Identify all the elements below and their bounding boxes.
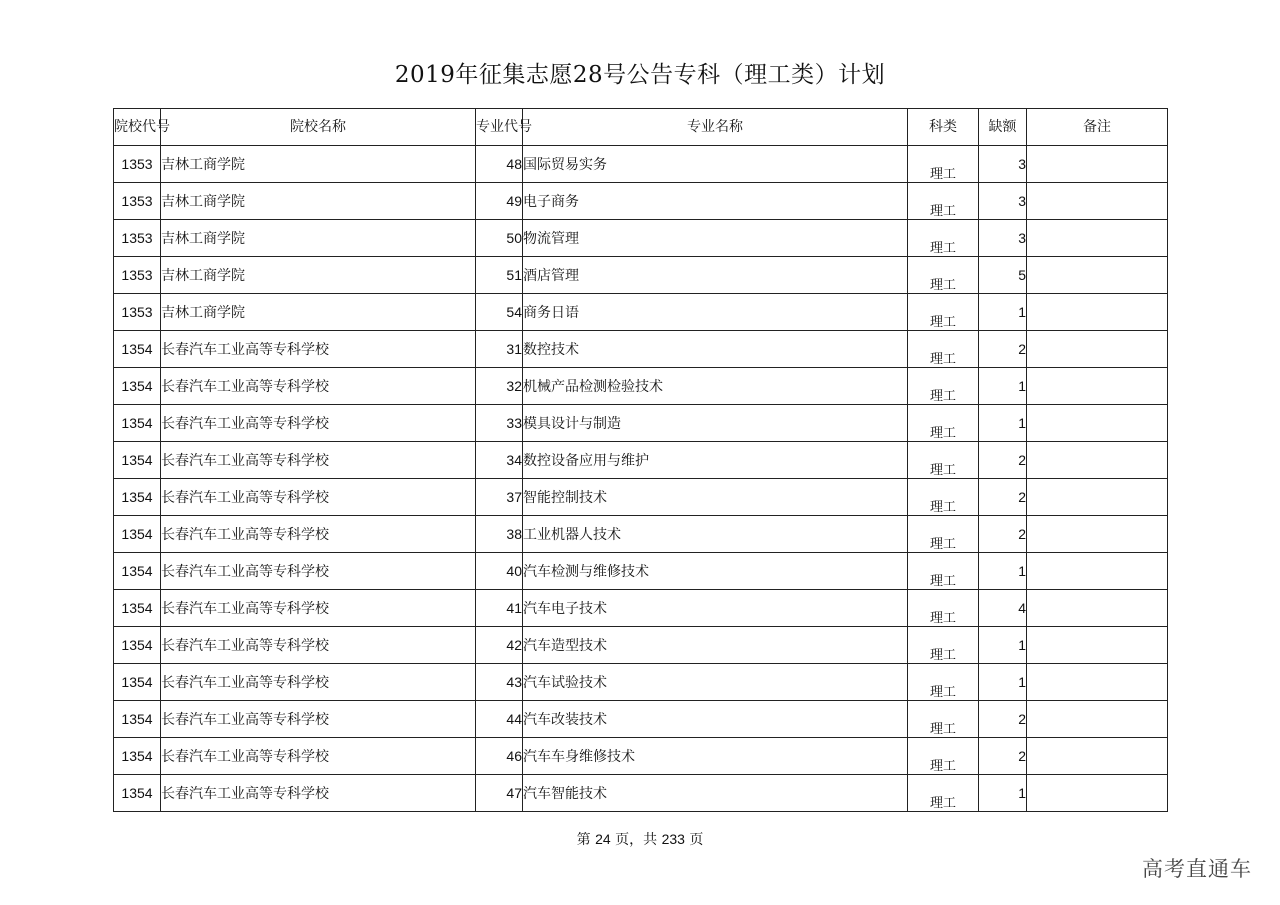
cell-school-code: 1354 <box>114 516 161 553</box>
cell-remarks <box>1027 627 1168 664</box>
cell-remarks <box>1027 294 1168 331</box>
cell-school-code: 1354 <box>114 590 161 627</box>
table-row <box>114 701 1168 738</box>
cell-remarks <box>1027 738 1168 775</box>
cell-school-code: 1354 <box>114 405 161 442</box>
cell-major-name: 数控技术 <box>523 331 908 368</box>
table-row <box>114 442 1168 479</box>
cell-major-name: 汽车造型技术 <box>523 627 908 664</box>
footer-suffix: 页 <box>689 832 704 848</box>
cell-category: 理工 <box>908 516 979 553</box>
cell-major-name: 汽车电子技术 <box>523 590 908 627</box>
header-school-code: 院校代号 <box>114 109 161 146</box>
cell-vacancies: 1 <box>979 405 1027 442</box>
cell-category: 理工 <box>908 775 979 812</box>
cell-school-name: 长春汽车工业高等专科学校 <box>161 516 476 553</box>
header-major-code: 专业代号 <box>476 109 523 146</box>
cell-vacancies: 4 <box>979 590 1027 627</box>
cell-school-code: 1354 <box>114 664 161 701</box>
cell-major-code: 34 <box>476 442 523 479</box>
footer-page-number: 24 <box>595 831 611 847</box>
cell-category: 理工 <box>908 627 979 664</box>
table-row <box>114 331 1168 368</box>
footer-middle: 页，共 <box>615 832 658 848</box>
cell-major-code: 51 <box>476 257 523 294</box>
cell-category: 理工 <box>908 368 979 405</box>
cell-major-name: 酒店管理 <box>523 257 908 294</box>
cell-remarks <box>1027 479 1168 516</box>
cell-major-code: 38 <box>476 516 523 553</box>
table-row <box>114 516 1168 553</box>
table-row <box>114 183 1168 220</box>
cell-vacancies: 5 <box>979 257 1027 294</box>
cell-category: 理工 <box>908 553 979 590</box>
cell-category: 理工 <box>908 479 979 516</box>
cell-remarks <box>1027 146 1168 183</box>
cell-remarks <box>1027 257 1168 294</box>
cell-vacancies: 3 <box>979 183 1027 220</box>
cell-remarks <box>1027 516 1168 553</box>
cell-school-code: 1353 <box>114 220 161 257</box>
cell-remarks <box>1027 220 1168 257</box>
cell-major-name: 电子商务 <box>523 183 908 220</box>
table-row <box>114 368 1168 405</box>
table-row <box>114 146 1168 183</box>
cell-major-code: 41 <box>476 590 523 627</box>
cell-vacancies: 2 <box>979 479 1027 516</box>
cell-school-name: 吉林工商学院 <box>161 183 476 220</box>
cell-major-name: 工业机器人技术 <box>523 516 908 553</box>
cell-school-code: 1354 <box>114 738 161 775</box>
watermark-text: 高考直通车 <box>1142 857 1252 881</box>
cell-school-name: 长春汽车工业高等专科学校 <box>161 590 476 627</box>
cell-vacancies: 1 <box>979 775 1027 812</box>
cell-vacancies: 3 <box>979 220 1027 257</box>
cell-category: 理工 <box>908 183 979 220</box>
cell-school-code: 1354 <box>114 368 161 405</box>
cell-vacancies: 2 <box>979 701 1027 738</box>
cell-school-name: 长春汽车工业高等专科学校 <box>161 442 476 479</box>
cell-major-code: 33 <box>476 405 523 442</box>
cell-major-name: 模具设计与制造 <box>523 405 908 442</box>
cell-school-code: 1354 <box>114 442 161 479</box>
cell-school-name: 长春汽车工业高等专科学校 <box>161 553 476 590</box>
cell-school-code: 1354 <box>114 627 161 664</box>
cell-vacancies: 2 <box>979 331 1027 368</box>
cell-major-code: 31 <box>476 331 523 368</box>
cell-remarks <box>1027 183 1168 220</box>
cell-school-code: 1353 <box>114 146 161 183</box>
document-title: 2019年征集志愿28号公告专科（理工类）计划 <box>394 62 886 88</box>
cell-school-name: 吉林工商学院 <box>161 146 476 183</box>
cell-vacancies: 2 <box>979 442 1027 479</box>
cell-school-name: 长春汽车工业高等专科学校 <box>161 627 476 664</box>
cell-major-name: 商务日语 <box>523 294 908 331</box>
cell-remarks <box>1027 331 1168 368</box>
cell-major-code: 43 <box>476 664 523 701</box>
cell-remarks <box>1027 701 1168 738</box>
cell-major-code: 37 <box>476 479 523 516</box>
cell-remarks <box>1027 775 1168 812</box>
cell-school-code: 1353 <box>114 294 161 331</box>
cell-school-name: 长春汽车工业高等专科学校 <box>161 331 476 368</box>
cell-major-name: 汽车改装技术 <box>523 701 908 738</box>
cell-major-code: 46 <box>476 738 523 775</box>
cell-major-code: 50 <box>476 220 523 257</box>
cell-school-name: 长春汽车工业高等专科学校 <box>161 738 476 775</box>
cell-remarks <box>1027 442 1168 479</box>
cell-major-name: 智能控制技术 <box>523 479 908 516</box>
cell-vacancies: 1 <box>979 294 1027 331</box>
cell-school-name: 吉林工商学院 <box>161 294 476 331</box>
cell-major-name: 汽车检测与维修技术 <box>523 553 908 590</box>
header-category: 科类 <box>908 109 979 146</box>
cell-vacancies: 1 <box>979 627 1027 664</box>
cell-vacancies: 1 <box>979 664 1027 701</box>
footer-prefix: 第 <box>576 832 591 848</box>
table-row <box>114 405 1168 442</box>
cell-major-name: 国际贸易实务 <box>523 146 908 183</box>
cell-school-code: 1354 <box>114 775 161 812</box>
cell-vacancies: 2 <box>979 738 1027 775</box>
cell-school-code: 1354 <box>114 331 161 368</box>
table-row <box>114 294 1168 331</box>
cell-vacancies: 2 <box>979 516 1027 553</box>
page-footer <box>0 829 1280 849</box>
cell-school-name: 长春汽车工业高等专科学校 <box>161 405 476 442</box>
cell-school-name: 吉林工商学院 <box>161 257 476 294</box>
cell-major-name: 汽车智能技术 <box>523 775 908 812</box>
table-row <box>114 479 1168 516</box>
cell-major-code: 49 <box>476 183 523 220</box>
cell-school-code: 1354 <box>114 701 161 738</box>
table-row <box>114 257 1168 294</box>
cell-major-code: 42 <box>476 627 523 664</box>
cell-category: 理工 <box>908 590 979 627</box>
header-major-name: 专业名称 <box>523 109 908 146</box>
cell-category: 理工 <box>908 442 979 479</box>
cell-category: 理工 <box>908 664 979 701</box>
cell-vacancies: 1 <box>979 553 1027 590</box>
cell-major-name: 数控设备应用与维护 <box>523 442 908 479</box>
cell-major-name: 汽车试验技术 <box>523 664 908 701</box>
table-row <box>114 664 1168 701</box>
footer-total-pages: 233 <box>661 831 685 847</box>
table-row <box>114 775 1168 812</box>
cell-major-code: 54 <box>476 294 523 331</box>
cell-school-code: 1354 <box>114 479 161 516</box>
table-row <box>114 553 1168 590</box>
header-remarks: 备注 <box>1027 109 1168 146</box>
cell-major-code: 44 <box>476 701 523 738</box>
cell-school-name: 长春汽车工业高等专科学校 <box>161 775 476 812</box>
plan-table <box>113 108 1168 812</box>
cell-school-name: 长春汽车工业高等专科学校 <box>161 664 476 701</box>
cell-major-name: 物流管理 <box>523 220 908 257</box>
table-row <box>114 220 1168 257</box>
cell-category: 理工 <box>908 220 979 257</box>
table-header <box>114 109 1168 146</box>
cell-vacancies: 3 <box>979 146 1027 183</box>
cell-major-name: 汽车车身维修技术 <box>523 738 908 775</box>
table-row <box>114 627 1168 664</box>
cell-school-code: 1354 <box>114 553 161 590</box>
cell-major-code: 40 <box>476 553 523 590</box>
table-row <box>114 590 1168 627</box>
cell-remarks <box>1027 590 1168 627</box>
cell-remarks <box>1027 553 1168 590</box>
cell-category: 理工 <box>908 146 979 183</box>
cell-major-code: 48 <box>476 146 523 183</box>
header-school-name: 院校名称 <box>161 109 476 146</box>
cell-school-name: 长春汽车工业高等专科学校 <box>161 479 476 516</box>
table-row <box>114 738 1168 775</box>
cell-major-name: 机械产品检测检验技术 <box>523 368 908 405</box>
cell-category: 理工 <box>908 257 979 294</box>
header-vacancies: 缺额 <box>979 109 1027 146</box>
cell-remarks <box>1027 405 1168 442</box>
cell-vacancies: 1 <box>979 368 1027 405</box>
cell-category: 理工 <box>908 405 979 442</box>
header-row <box>114 109 1168 146</box>
cell-school-name: 长春汽车工业高等专科学校 <box>161 701 476 738</box>
cell-category: 理工 <box>908 294 979 331</box>
table-body <box>114 146 1168 812</box>
cell-major-code: 47 <box>476 775 523 812</box>
cell-school-name: 长春汽车工业高等专科学校 <box>161 368 476 405</box>
cell-school-code: 1353 <box>114 257 161 294</box>
cell-major-code: 32 <box>476 368 523 405</box>
cell-category: 理工 <box>908 701 979 738</box>
cell-school-name: 吉林工商学院 <box>161 220 476 257</box>
cell-category: 理工 <box>908 331 979 368</box>
cell-school-code: 1353 <box>114 183 161 220</box>
cell-remarks <box>1027 664 1168 701</box>
cell-category: 理工 <box>908 738 979 775</box>
cell-remarks <box>1027 368 1168 405</box>
